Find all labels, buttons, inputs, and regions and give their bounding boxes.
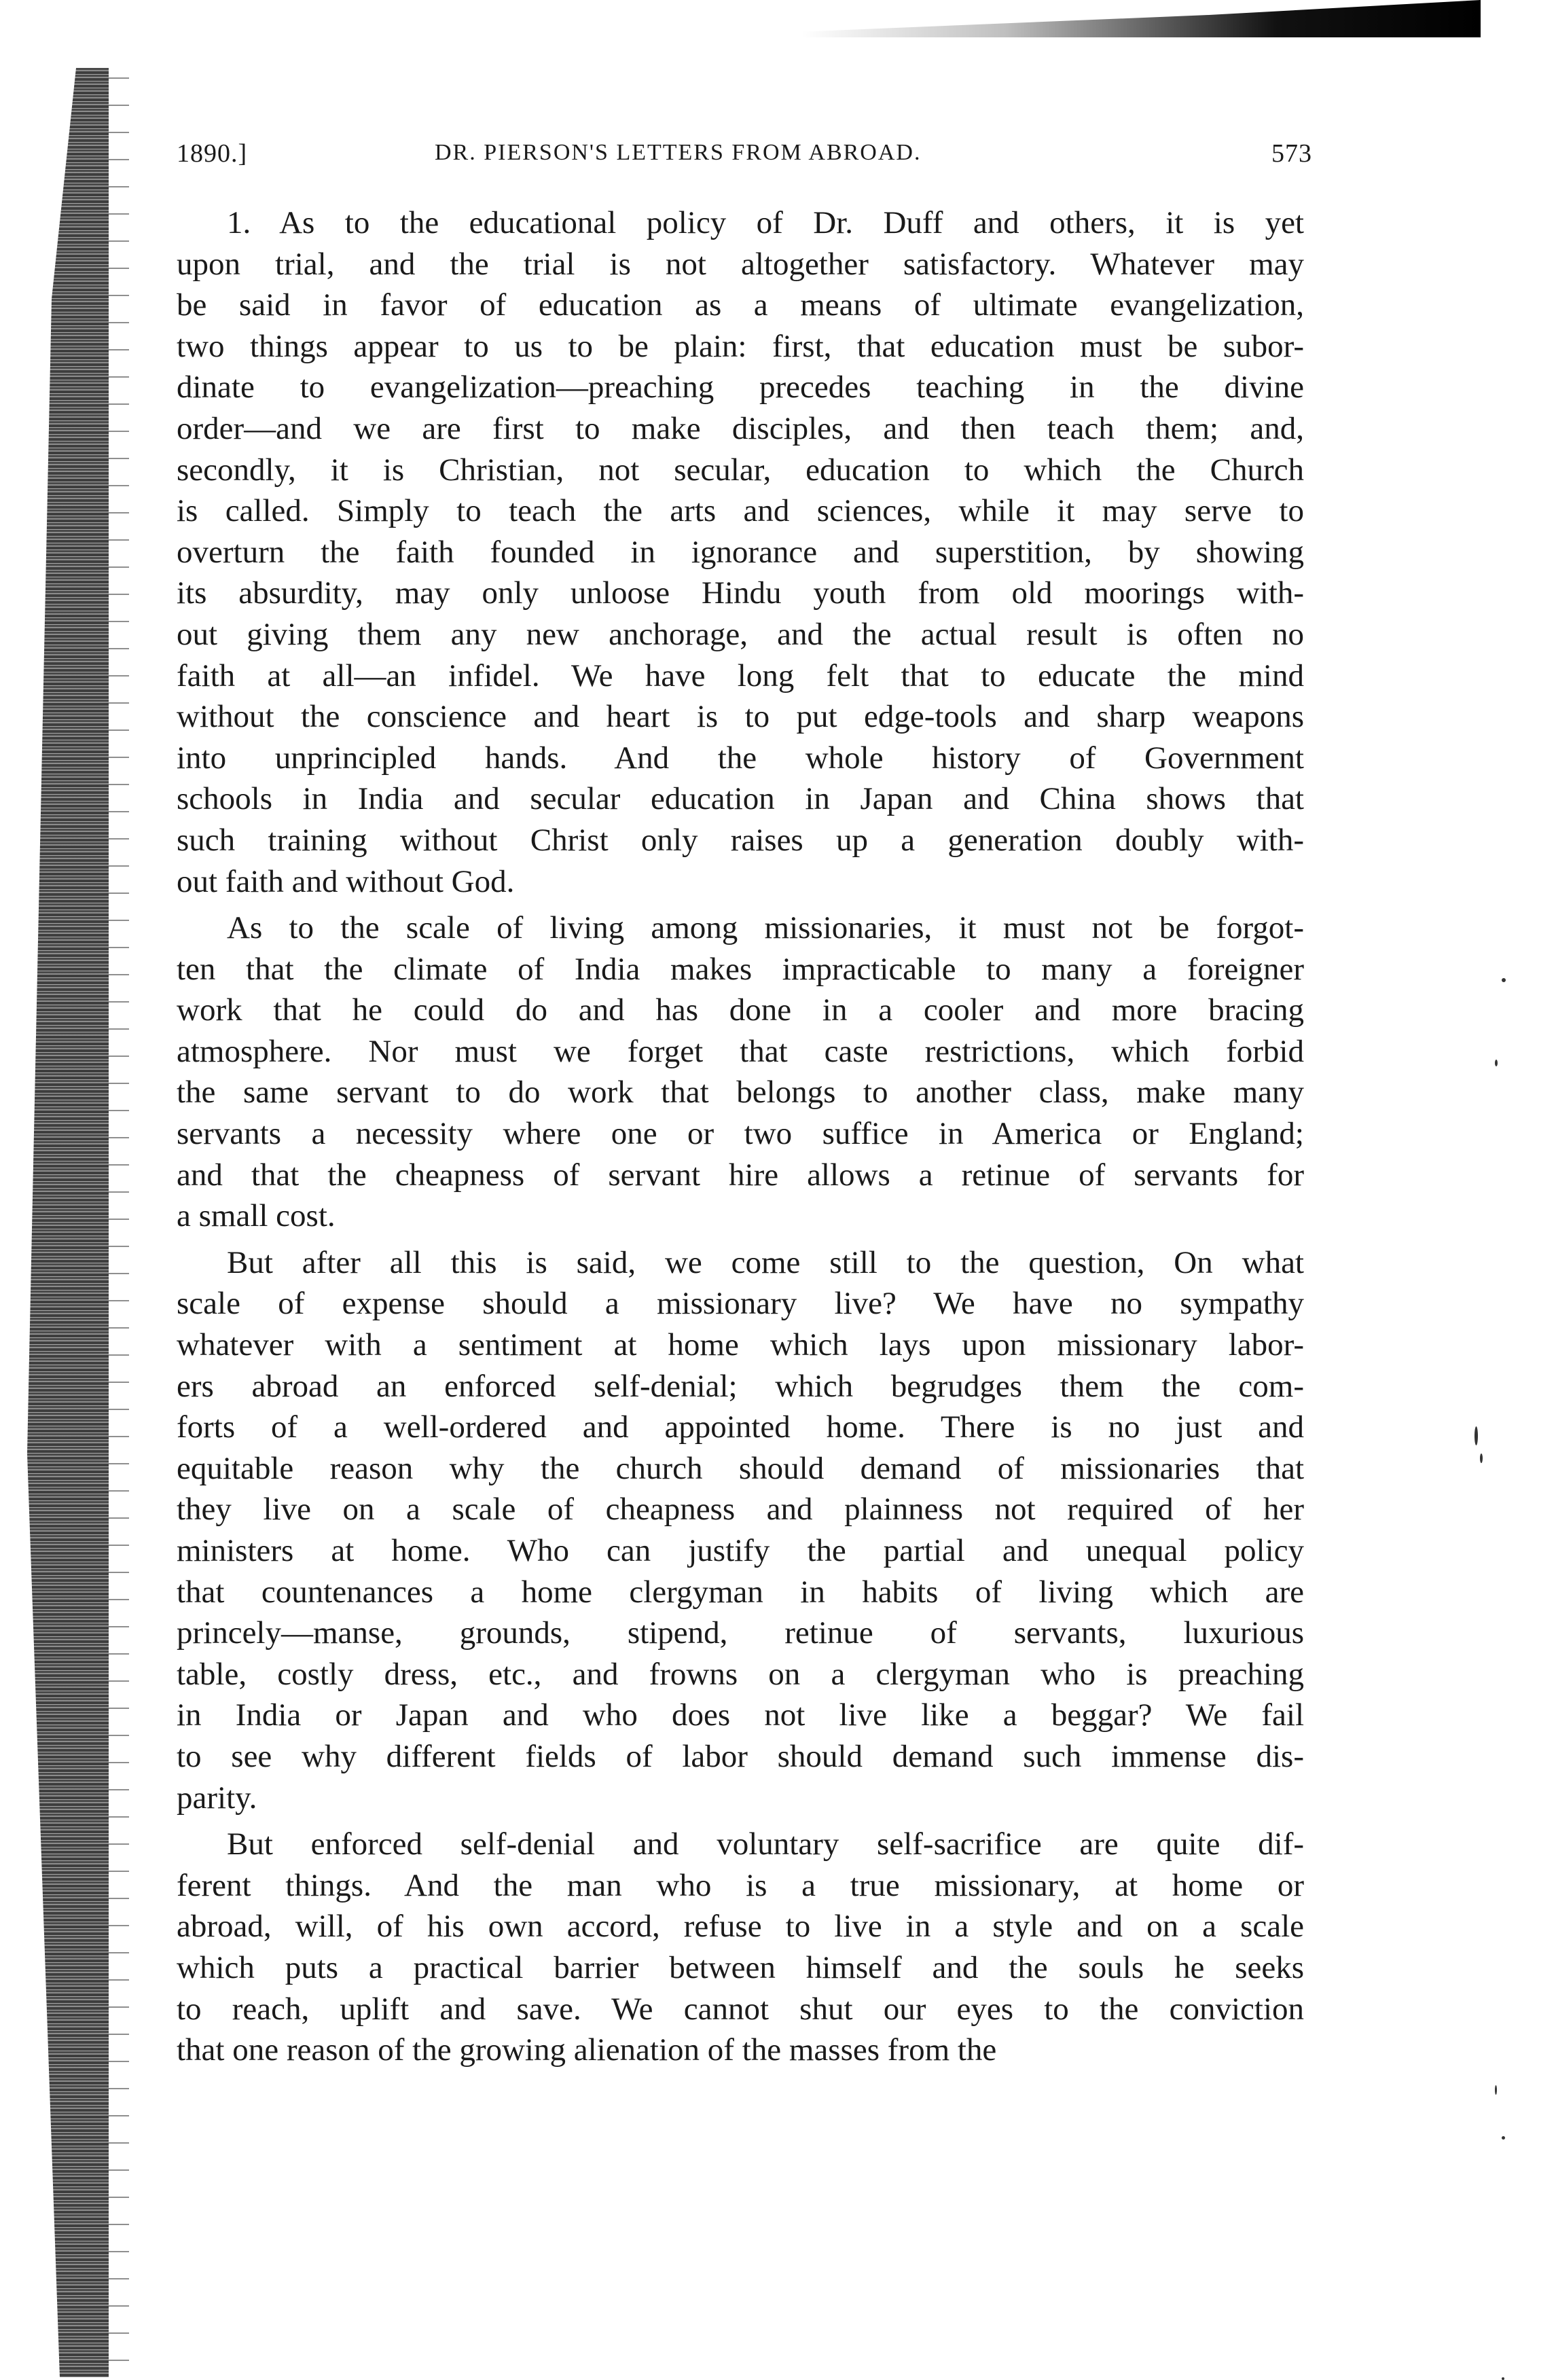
text-line: dinate to evangelization—preaching precedes teaching in the divine	[177, 369, 1304, 405]
text-line: ministers at home. Who can justify the partial and unequal policy	[177, 1533, 1304, 1568]
text-line: ferent things. And the man who is a true missionary, at home or	[177, 1867, 1304, 1903]
text-line: in India or Japan and who does not live like a beggar? We fail	[177, 1697, 1304, 1733]
text-line: to reach, uplift and save. We cannot shut our eyes to the conviction	[177, 1991, 1304, 2027]
body-text	[177, 202, 1304, 2071]
scan-margin-specks	[1474, 0, 1556, 2364]
paragraph	[177, 202, 1304, 902]
text-line: overturn the faith founded in ignorance and superstition, by showing	[177, 534, 1304, 570]
text-line: into unprincipled hands. And the whole history of Government	[177, 740, 1304, 776]
text-line: parity.	[177, 1780, 257, 1816]
text-line: servants a necessity where one or two suffice in America or England;	[177, 1116, 1304, 1152]
text-line: forts of a well-ordered and appointed home. There is no just and	[177, 1409, 1304, 1445]
text-line: But enforced self-denial and voluntary self-sacrifice are quite dif-	[227, 1826, 1304, 1862]
text-line: two things appear to us to be plain: first, that education must be subor-	[177, 328, 1304, 364]
scan-binding-edge	[27, 68, 109, 2377]
text-line: But after all this is said, we come still to the question, On what	[227, 1244, 1304, 1280]
text-line: and that the cheapness of servant hire allows a retinue of servants for	[177, 1157, 1304, 1193]
text-line: As to the scale of living among missionaries, it must not be forgot-	[227, 910, 1304, 946]
document-page	[177, 122, 1312, 2071]
text-line: to see why different fields of labor should demand such immense dis-	[177, 1738, 1304, 1774]
text-line: that one reason of the growing alienation of the masses from the	[177, 2032, 997, 2068]
paragraph	[177, 907, 1304, 1237]
scan-binding-specks	[109, 68, 129, 2377]
text-line: is called. Simply to teach the arts and sciences, while it may serve to	[177, 493, 1304, 529]
page-number: 573	[1271, 139, 1312, 168]
text-line: ten that the climate of India makes impracticable to many a foreigner	[177, 951, 1304, 987]
text-line: upon trial, and the trial is not altogether satisfactory. Whatever may	[177, 246, 1304, 282]
running-head	[177, 122, 1312, 177]
paragraph	[177, 1824, 1304, 2071]
text-line: faith at all—an infidel. We have long felt that to educate the mind	[177, 657, 1304, 693]
text-line: atmosphere. Nor must we forget that caste restrictions, which forbid	[177, 1033, 1304, 1069]
text-line: out faith and without God.	[177, 863, 515, 899]
text-line: work that he could do and has done in a cooler and more bracing	[177, 992, 1304, 1028]
text-line: princely—manse, grounds, stipend, retinue of servants, luxurious	[177, 1615, 1304, 1651]
text-line: a small cost.	[177, 1198, 336, 1234]
text-line: they live on a scale of cheapness and plainness not required of her	[177, 1492, 1304, 1528]
text-line: without the conscience and heart is to put edge-tools and sharp weapons	[177, 699, 1304, 735]
text-line: schools in India and secular education in Japan and China shows that	[177, 781, 1304, 817]
paragraph	[177, 1242, 1304, 1818]
text-line: such training without Christ only raises up a generation doubly with-	[177, 822, 1304, 858]
text-line: whatever with a sentiment at home which lays upon missionary labor-	[177, 1327, 1304, 1363]
running-head-year: 1890.]	[177, 139, 248, 168]
text-line: order—and we are first to make disciples, and then teach them; and,	[177, 410, 1304, 446]
text-line: out giving them any new anchorage, and the actual result is often no	[177, 616, 1304, 652]
text-line: abroad, will, of his own accord, refuse to live in a style and on a scale	[177, 1909, 1304, 1945]
running-head-title: DR. PIERSON'S LETTERS FROM ABROAD.	[435, 140, 922, 165]
text-line: 1. As to the educational policy of Dr. Duff and others, it is yet	[227, 205, 1304, 240]
text-line: the same servant to do work that belongs to another class, make many	[177, 1075, 1304, 1111]
text-line: ers abroad an enforced self-denial; which begrudges them the com-	[177, 1368, 1304, 1404]
text-line: which puts a practical barrier between himself and the souls he seeks	[177, 1949, 1304, 1985]
text-line: equitable reason why the church should demand of missionaries that	[177, 1450, 1304, 1486]
text-line: secondly, it is Christian, not secular, education to which the Church	[177, 452, 1304, 488]
text-line: that countenances a home clergyman in habits of living which are	[177, 1574, 1304, 1610]
text-line: its absurdity, may only unloose Hindu youth from old moorings with-	[177, 575, 1304, 611]
text-line: scale of expense should a missionary live? We have no sympathy	[177, 1286, 1304, 1322]
text-line: be said in favor of education as a means of ultimate evangelization,	[177, 287, 1304, 323]
text-line: table, costly dress, etc., and frowns on a clergyman who is preaching	[177, 1656, 1304, 1692]
scan-top-smear	[801, 0, 1481, 37]
